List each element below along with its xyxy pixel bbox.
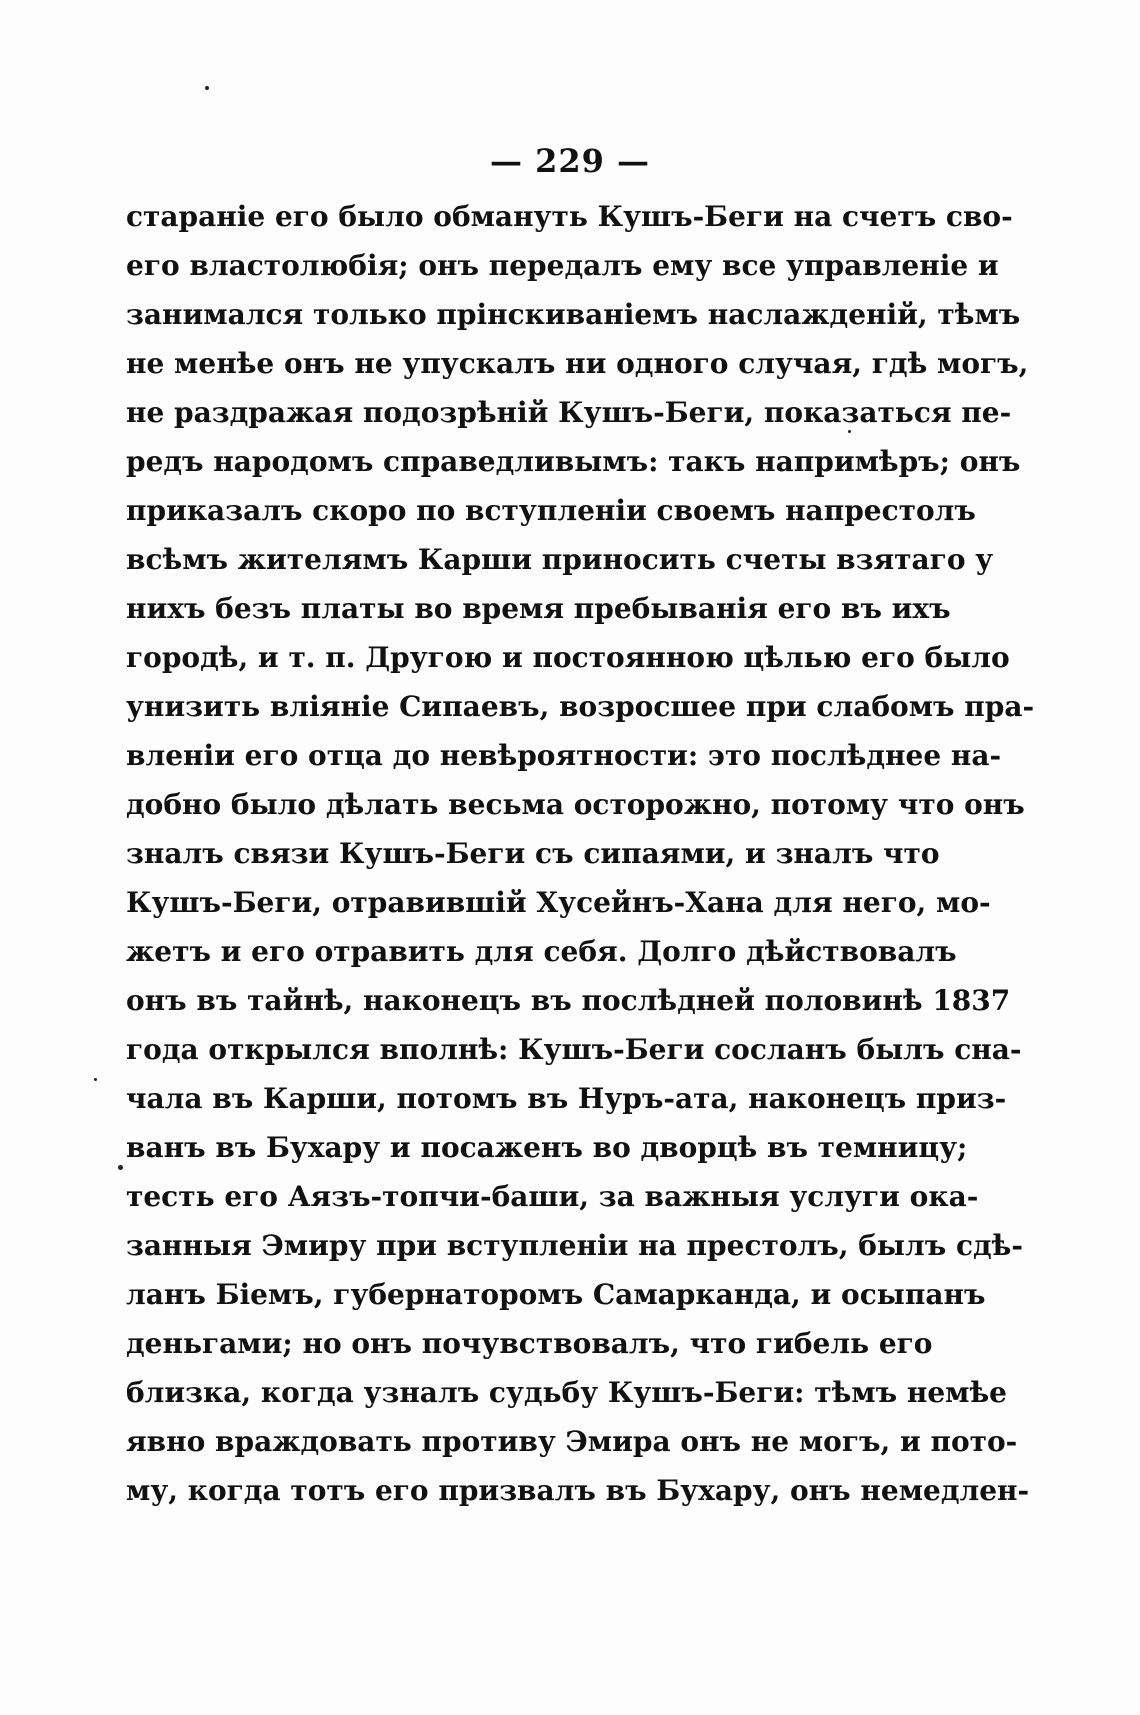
text-line: не менѣе онъ не упускалъ ни одного случая, гдѣ могъ,: [126, 347, 1029, 380]
text-line: чала въ Карши, потомъ въ Нуръ-ата, наконецъ приз-: [126, 1082, 1007, 1115]
text-line: добно было дѣлать весьма осторожно, потому что онъ: [126, 788, 1025, 821]
text-line: городѣ, и т. п. Другою и постоянною цѣлью его было: [126, 641, 1010, 674]
text-line: редъ народомъ справедливымъ: такъ напримѣръ; онъ: [126, 445, 1021, 478]
page-number: — 229 —: [489, 142, 651, 180]
text-line: онъ въ тайнѣ, наконецъ въ послѣдней половинѣ 1837: [126, 984, 1011, 1017]
text-line: нихъ безъ платы во время пребыванія его въ ихъ: [126, 592, 951, 625]
text-line: ванъ въ Бухару и посаженъ во дворцѣ въ темницу;: [126, 1131, 968, 1164]
text-line: зналъ связи Кушъ-Беги съ сипаями, и зналъ что: [126, 837, 940, 870]
text-line: унизить вліяніе Сипаевъ, возросшее при слабомъ пра-: [126, 690, 1035, 723]
text-line: му, когда тотъ его призвалъ въ Бухару, онъ немедлен-: [126, 1474, 1030, 1507]
text-line: всѣмъ жителямъ Карши приносить счеты взятаго у: [126, 543, 994, 576]
text-line: явно враждовать противу Эмира онъ не могъ, и пото-: [126, 1425, 1018, 1458]
scan-speck: [118, 1165, 123, 1170]
scan-speck: [205, 86, 209, 90]
text-line: приказалъ скоро по вступленіи своемъ напрестолъ: [126, 494, 976, 527]
text-line: Кушъ-Беги, отравившій Хусейнъ-Хана для него, мо-: [126, 886, 991, 919]
text-line: его властолюбія; онъ передалъ ему все управленіе и: [126, 249, 999, 282]
text-line: жетъ и его отравить для себя. Долго дѣйствовалъ: [126, 935, 957, 968]
text-line: близка, когда узналъ судьбу Кушъ-Беги: тѣмъ немѣе: [126, 1376, 1007, 1409]
text-line: тесть его Аязъ-топчи-баши, за важныя услуги ока-: [126, 1180, 979, 1213]
text-line: занимался только прінскиваніемъ наслажденій, тѣмъ: [126, 298, 1021, 331]
text-line: года открылся вполнѣ: Кушъ-Беги сосланъ былъ сна-: [126, 1033, 1022, 1066]
text-line: вленіи его отца до невѣроятности: это послѣднее на-: [126, 739, 1002, 772]
text-line: не раздражая подозрѣній Кушъ-Беги, показаться пе-: [126, 396, 1012, 429]
scan-speck: [94, 1078, 97, 1081]
scan-speck: [848, 430, 851, 433]
body-text: [126, 192, 1035, 1515]
text-line: занныя Эмиру при вступленіи на престолъ, былъ сдѣ-: [126, 1229, 1023, 1262]
text-line: стараніе его было обмануть Кушъ-Беги на счетъ сво-: [126, 200, 1013, 233]
text-line: деньгами; но онъ почувствовалъ, что гибель его: [126, 1327, 933, 1360]
text-line: ланъ Біемъ, губернаторомъ Самарканда, и осыпанъ: [126, 1278, 986, 1311]
